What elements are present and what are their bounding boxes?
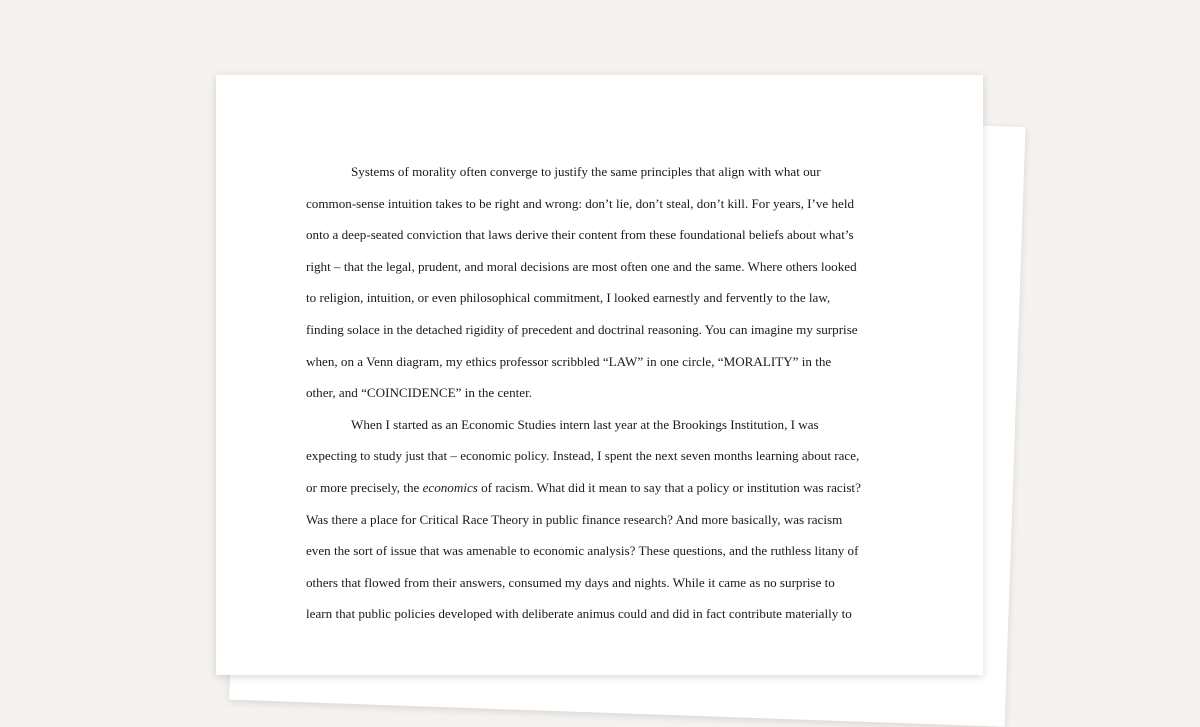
text-line: Systems of morality often converge to justify the same principles that align with what our bbox=[351, 164, 821, 179]
text-line: expecting to study just that – economic policy. Instead, I spent the next seven months learning about race, bbox=[306, 448, 860, 464]
text-line: to religion, intuition, or even philosophical commitment, I looked earnestly and fervently to the law, bbox=[306, 290, 831, 306]
text-line: When I started as an Economic Studies intern last year at the Brookings Institution, I was bbox=[351, 416, 819, 432]
paragraph-2 bbox=[306, 415, 892, 636]
text-segment: or more precisely, the bbox=[306, 479, 423, 495]
text-line: right – that the legal, prudent, and moral decisions are most often one and the same. Where others looked bbox=[306, 258, 857, 274]
document-body bbox=[306, 162, 892, 636]
text-line: onto a deep-seated conviction that laws derive their content from these foundational beliefs about what’s bbox=[306, 227, 854, 243]
text-line: even the sort of issue that was amenable to economic analysis? These questions, and the ruthless litany of bbox=[306, 543, 859, 559]
text-line: other, and “COINCIDENCE” in the center. bbox=[306, 385, 533, 401]
paragraph-1 bbox=[306, 162, 892, 415]
document-page bbox=[216, 75, 983, 675]
text-line: when, on a Venn diagram, my ethics professor scribbled “LAW” in one circle, “MORALITY” in the bbox=[306, 353, 832, 369]
text-line: finding solace in the detached rigidity of precedent and doctrinal reasoning. You can imagine my surprise bbox=[306, 321, 858, 337]
text-line: common-sense intuition takes to be right and wrong: don’t lie, don’t steal, don’t kill. For years, I’ve held bbox=[306, 195, 855, 211]
text-segment: of racism. What did it mean to say that a policy or institution was racist? bbox=[477, 479, 861, 495]
text-line-emphasis bbox=[306, 478, 892, 510]
text-line: Was there a place for Critical Race Theory in public finance research? And more basically, was racism bbox=[306, 511, 843, 527]
italic-word: economics bbox=[422, 479, 478, 495]
text-line: learn that public policies developed with deliberate animus could and did in fact contribute materially to bbox=[306, 606, 852, 622]
text-line: others that flowed from their answers, consumed my days and nights. While it came as no surprise to bbox=[306, 574, 835, 590]
